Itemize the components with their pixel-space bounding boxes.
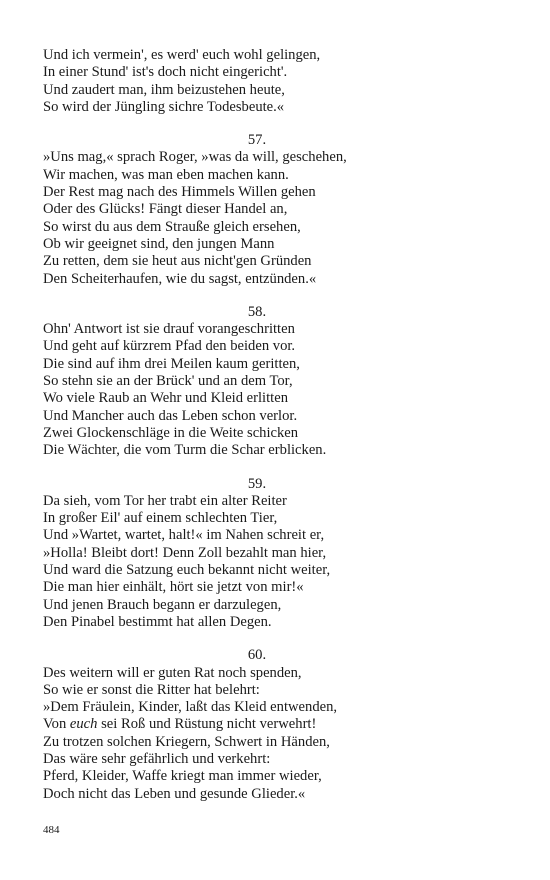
poem-text [43,47,463,819]
verse-line: Und zaudert man, ihm beizustehen heute, [43,81,285,98]
verse-line: Ohn' Antwort ist sie drauf vorangeschritten [43,321,295,338]
verse-line: »Holla! Bleibt dort! Denn Zoll bezahlt man hier, [43,544,327,561]
verse-line: Das wäre sehr gefährlich und verkehrt: [43,750,271,767]
page-number: 484 [43,824,60,836]
stanza-number: 58. [247,303,267,320]
verse-line: Zu trotzen solchen Kriegern, Schwert in Händen, [43,733,330,750]
verse-line: So wird der Jüngling sichre Todesbeute.« [43,98,285,115]
verse-line: Wo viele Raub an Wehr und Kleid erlitten [43,390,289,407]
stanza-number: 57. [247,132,267,149]
verse-line: Und Mancher auch das Leben schon verlor. [43,407,298,424]
verse-line: Pferd, Kleider, Waffe kriegt man immer wieder, [43,768,322,785]
verse-line: Da sieh, vom Tor her trabt ein alter Reiter [43,492,287,509]
verse-line: Die sind auf ihm drei Meilen kaum geritten, [43,355,300,372]
verse-line: Und »Wartet, wartet, halt!« im Nahen schreit er, [43,527,325,544]
verse-line: Des weitern will er guten Rat noch spenden, [43,664,302,681]
verse-line: Die Wächter, die vom Turm die Schar erblicken. [43,442,327,459]
verse-text: Von [43,716,70,733]
verse-line: Wir machen, was man eben machen kann. [43,166,289,183]
verse-text: sei Roß und Rüstung nicht verwehrt! [97,716,317,733]
stanza-number: 60. [247,647,267,664]
verse-line [43,716,463,733]
verse-line: Und ich vermein', es werd' euch wohl gelingen, [43,47,321,63]
verse-line: So wirst du aus dem Strauße gleich ersehen, [43,218,301,235]
verse-line: Den Scheiterhaufen, wie du sagst, entzünden.« [43,270,317,287]
verse-line: In großer Eil' auf einem schlechten Tier, [43,510,278,527]
verse-line: Ob wir geeignet sind, den jungen Mann [43,235,275,252]
verse-line: »Dem Fräulein, Kinder, laßt das Kleid entwenden, [43,699,338,716]
verse-line: Den Pinabel bestimmt hat allen Degen. [43,613,272,630]
verse-line: Die man hier einhält, hört sie jetzt von mir!« [43,579,304,596]
verse-line: Oder des Glücks! Fängt dieser Handel an, [43,201,288,218]
verse-line: Und ward die Satzung euch bekannt nicht weiter, [43,562,331,579]
verse-line: Und jenen Brauch begann er darzulegen, [43,596,282,613]
verse-line: In einer Stund' ist's doch nicht eingericht'. [43,64,288,81]
verse-line: »Uns mag,« sprach Roger, »was da will, geschehen, [43,149,347,166]
verse-line: Und geht auf kürzrem Pfad den beiden vor. [43,338,296,355]
stanza-number: 59. [247,475,267,492]
stanza [43,132,463,288]
verse-line: Zwei Glockenschläge in die Weite schicken [43,424,299,441]
verse-line: Zu retten, dem sie heut aus nicht'gen Gründen [43,253,312,270]
verse-line: So stehn sie an der Brück' und an dem Tor, [43,373,293,390]
stanza [43,647,463,803]
verse-line: Doch nicht das Leben und gesunde Glieder.« [43,785,306,802]
stanza [43,304,463,460]
verse-line: So wie er sonst die Ritter hat belehrt: [43,681,260,698]
stanza [43,476,463,632]
emphasized-word: euch [69,716,98,733]
stanza [43,47,463,116]
verse-line: Der Rest mag nach des Himmels Willen gehen [43,184,316,201]
